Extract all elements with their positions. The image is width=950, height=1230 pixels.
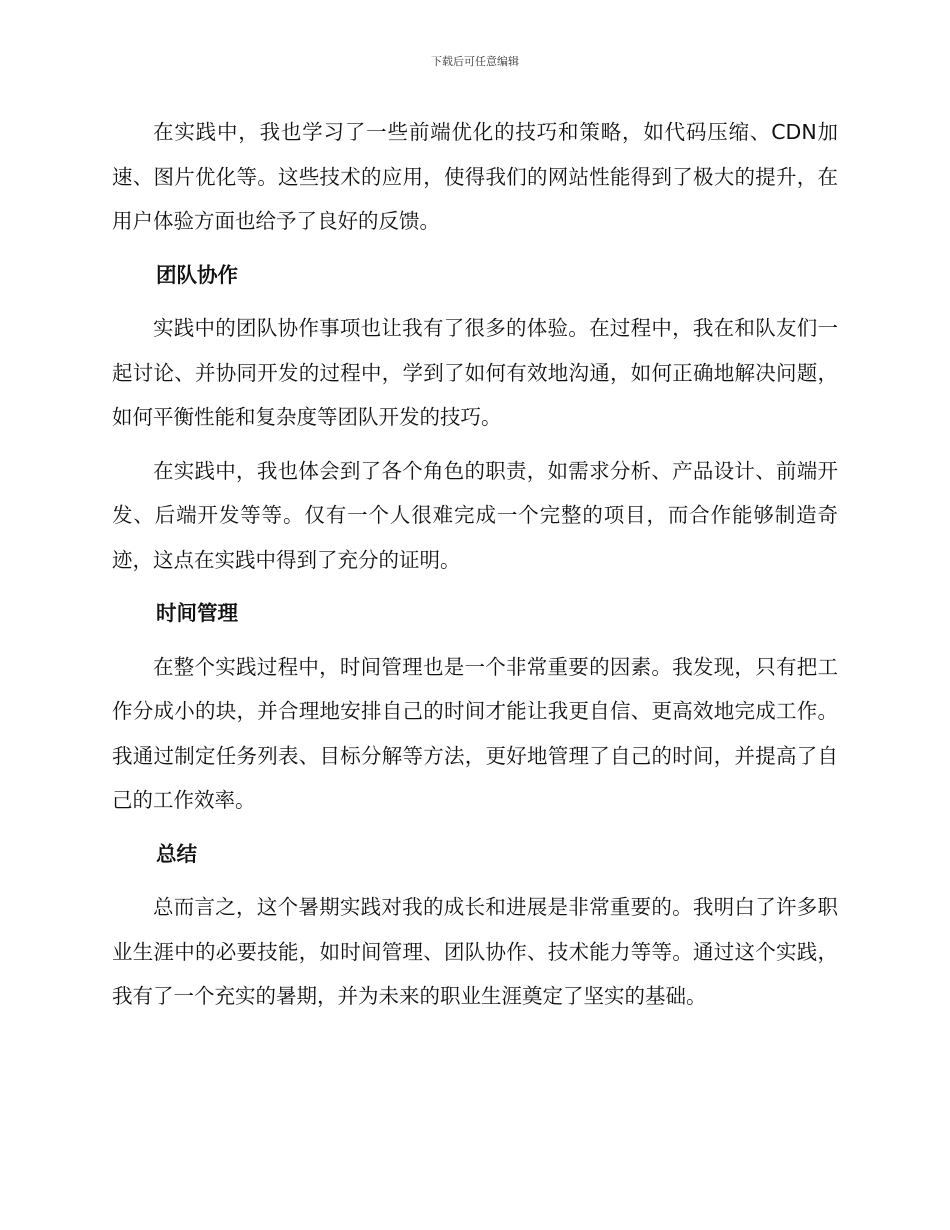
document-body <box>112 110 838 1019</box>
heading-time-management: 时间管理 <box>156 601 238 625</box>
paragraph-time-management: 在整个实践过程中，时间管理也是一个非常重要的因素。我发现，只有把工作分成小的块，并合理地安排自己的时间才能让我更自信、更高效地完成工作。我通过制定任务列表、目标分解等方法，更好地管理了自己的时间，并提高了自己的工作效率。 <box>112 654 838 812</box>
paragraph-team-collaboration-1: 实践中的团队协作事项也让我有了很多的体验。在过程中，我在和队友们一起讨论、并协同开发的过程中，学到了如何有效地沟通，如何正确地解决问题，如何平衡性能和复杂度等团队开发的技巧。 <box>112 316 838 429</box>
paragraph-summary: 总而言之，这个暑期实践对我的成长和进展是非常重要的。我明白了许多职业生涯中的必要技能，如时间管理、团队协作、技术能力等等。通过这个实践，我有了一个充实的暑期，并为未来的职业生涯奠定了坚实的基础。 <box>112 895 838 1008</box>
paragraph-team-collaboration-2: 在实践中，我也体会到了各个角色的职责，如需求分析、产品设计、前端开发、后端开发等等。仅有一个人很难完成一个完整的项目，而合作能够制造奇迹，这点在实践中得到了充分的证明。 <box>112 458 838 572</box>
heading-team-collaboration: 团队协作 <box>156 262 238 287</box>
heading-summary: 总结 <box>156 841 197 866</box>
page-header: 下载后可任意编辑 <box>431 55 519 68</box>
paragraph-frontend-optimization: 在实践中，我也学习了一些前端优化的技巧和策略，如代码压缩、CDN加速、图片优化等。这些技术的应用，使得我们的网站性能得到了极大的提升，在用户体验方面也给予了良好的反馈。 <box>112 120 838 233</box>
